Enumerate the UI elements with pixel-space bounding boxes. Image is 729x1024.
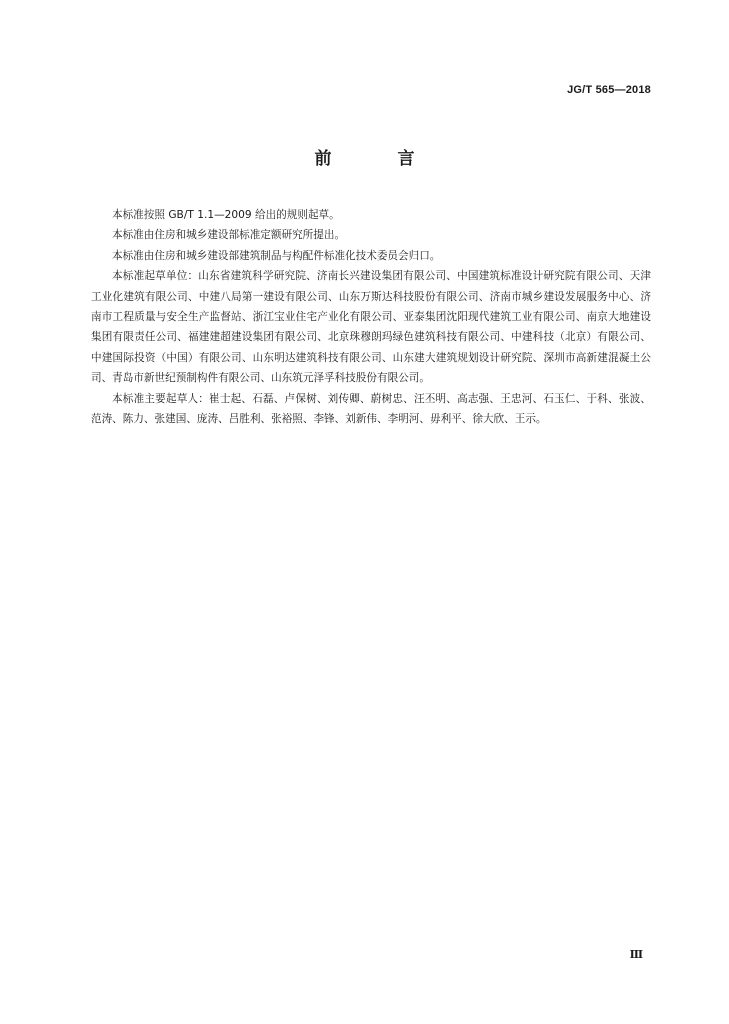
page-number: Ⅲ bbox=[629, 948, 643, 961]
paragraph-under-jurisdiction: 本标准由住房和城乡建设部建筑制品与构配件标准化技术委员会归口。 bbox=[112, 249, 441, 262]
paragraph-drafting-rules: 本标准按照 GB/T 1.1—2009 给出的规则起草。 bbox=[112, 209, 340, 221]
page-title: 前 言 bbox=[314, 149, 445, 169]
standard-code: JG/T 565—2018 bbox=[567, 84, 651, 96]
paragraph-main-drafters: 本标准主要起草人：崔士起、石磊、卢保树、刘传卿、蔚树忠、汪丕明、高志强、王忠河、石玉仁、于科、张波、范涛、陈力、张建国、庞涛、吕胜利、张裕照、李锋、刘新伟、李明河、毋利平、徐大欣、王示。 bbox=[91, 392, 651, 426]
foreword-body bbox=[91, 205, 651, 429]
paragraph-drafting-units: 本标准起草单位：山东省建筑科学研究院、济南长兴建设集团有限公司、中国建筑标准设计研究院有限公司、天津工业化建筑有限公司、中建八局第一建设有限公司、山东万斯达科技股份有限公司、济南市城乡建设发展服务中心、济南市工程质量与安全生产监督站、浙江宝业住宅产业化有限公司、亚泰集团沈阳现代建筑工业有限公司、南京大地建设集团有限责任公司、福建建超建设集团有限公司、北京珠穆朗玛绿色建筑科技有限公司、中建科技（北京）有限公司、中建国际投资（中国）有限公司、山东明达建筑科技有限公司、山东建大建筑规划设计研究院、深圳市高新建混凝土公司、青岛市新世纪预制构件有限公司、山东筑元泽孚科技股份有限公司。 bbox=[91, 270, 651, 385]
paragraph-proposed-by: 本标准由住房和城乡建设部标准定额研究所提出。 bbox=[112, 229, 346, 242]
